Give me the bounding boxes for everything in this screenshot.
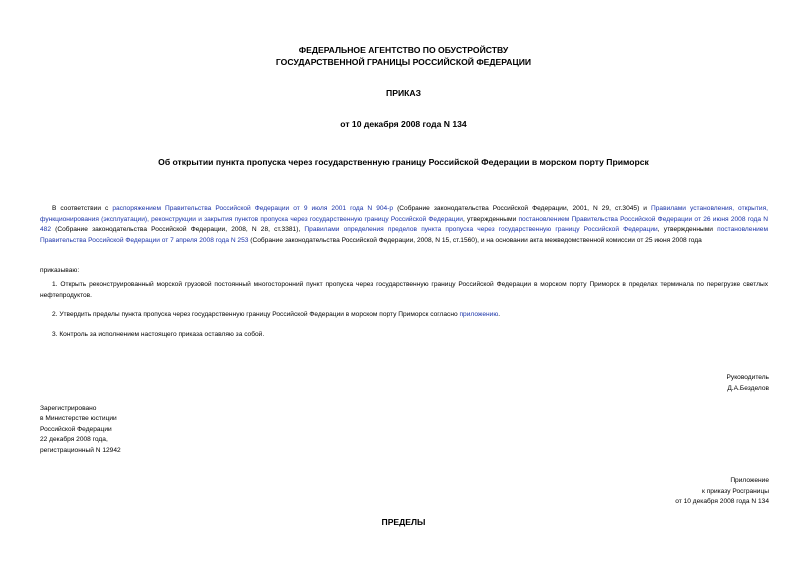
registration-line-1: Зарегистрировано: [40, 405, 97, 412]
order-item-2-end: .: [498, 311, 501, 318]
section-title: ПРЕДЕЛЫ: [381, 517, 426, 527]
link-appendix[interactable]: приложению: [459, 311, 499, 318]
preamble-text-6: (Собрание законодательства Российской Федерации, 2008, N 15, ст.1560), и на основании акта межведомственной комиссии от 25 июня 2008 года: [248, 236, 702, 244]
preamble-paragraph: [40, 204, 768, 246]
link-rules-establishment[interactable]: Правилами установления, открытия, функционирования (эксплуатации), реконструкции и закрытия пунктов пропуска через государственную границу Российской Федерации: [40, 205, 768, 223]
order-item-1: 1. Открыть реконструированный морской грузовой постоянный многосторонний пункт пропуска через государственную границу Российской Федерации в морском порту Приморск в пределах терминала по перегрузке светлых нефтепродуктов.: [40, 281, 768, 299]
order-item-2: [40, 310, 768, 321]
order-word: приказываю:: [40, 267, 80, 274]
link-resolution-482[interactable]: постановлением Правительства Российской Федерации от 26 июня 2008 года N 482: [40, 215, 768, 234]
registration-line-4: 22 декабря 2008 года,: [40, 436, 108, 444]
preamble-text-5: , утвержденными: [657, 226, 718, 234]
appendix-line-3: от 10 декабря 2008 года N 134: [675, 498, 769, 506]
link-decree-904[interactable]: распоряжением Правительства Российской Федерации от 9 июля 2001 года N 904-р: [112, 205, 394, 212]
doc-date: от 10 декабря 2008 года N 134: [340, 119, 467, 129]
registration-line-5: регистрационный N 12942: [40, 446, 121, 454]
registration-block: [40, 404, 121, 456]
signature-position: Руководитель: [726, 374, 769, 381]
link-resolution-253[interactable]: постановлением Правительства Российской Федерации от 7 апреля 2008 года N 253: [40, 226, 768, 244]
preamble-text-2: (Собрание законодательства Российской Федерации, 2001, N 29, ст.3045) и: [393, 205, 651, 212]
agency-heading: [0, 44, 807, 68]
appendix-block: [675, 476, 769, 508]
appendix-line-1: Приложение: [730, 477, 769, 484]
registration-line-3: Российской Федерации: [40, 425, 112, 433]
doc-subject: Об открытии пункта пропуска через государственную границу Российской Федерации в морском порту Приморск: [158, 157, 649, 167]
signature-block: [727, 373, 769, 394]
doc-type: ПРИКАЗ: [386, 88, 421, 98]
signature-name: Д.А.Безделов: [727, 384, 769, 392]
preamble-text-4: (Собрание законодательства Российской Федерации, 2008, N 28, ст.3381),: [51, 226, 305, 234]
agency-line-2: ГОСУДАРСТВЕННОЙ ГРАНИЦЫ РОССИЙСКОЙ ФЕДЕРАЦИИ: [275, 57, 532, 67]
preamble-text-1: В соответствии с: [52, 205, 113, 212]
order-item-3: 3. Контроль за исполнением настоящего приказа оставляю за собой.: [52, 331, 265, 338]
appendix-line-2: к приказу Росграницы: [702, 487, 769, 495]
registration-line-2: в Министерстве юстиции: [40, 415, 117, 423]
preamble-text-3: , утвержденными: [462, 215, 519, 223]
agency-line-1: ФЕДЕРАЛЬНОЕ АГЕНТСТВО ПО ОБУСТРОЙСТВУ: [298, 45, 509, 55]
link-rules-limits[interactable]: Правилами определения пределов пункта пропуска через государственную границу Российской Федерации: [304, 226, 658, 234]
order-item-2-text: 2. Утвердить пределы пункта пропуска через государственную границу Российской Федерации в морском порту Приморск согласно: [52, 311, 460, 318]
